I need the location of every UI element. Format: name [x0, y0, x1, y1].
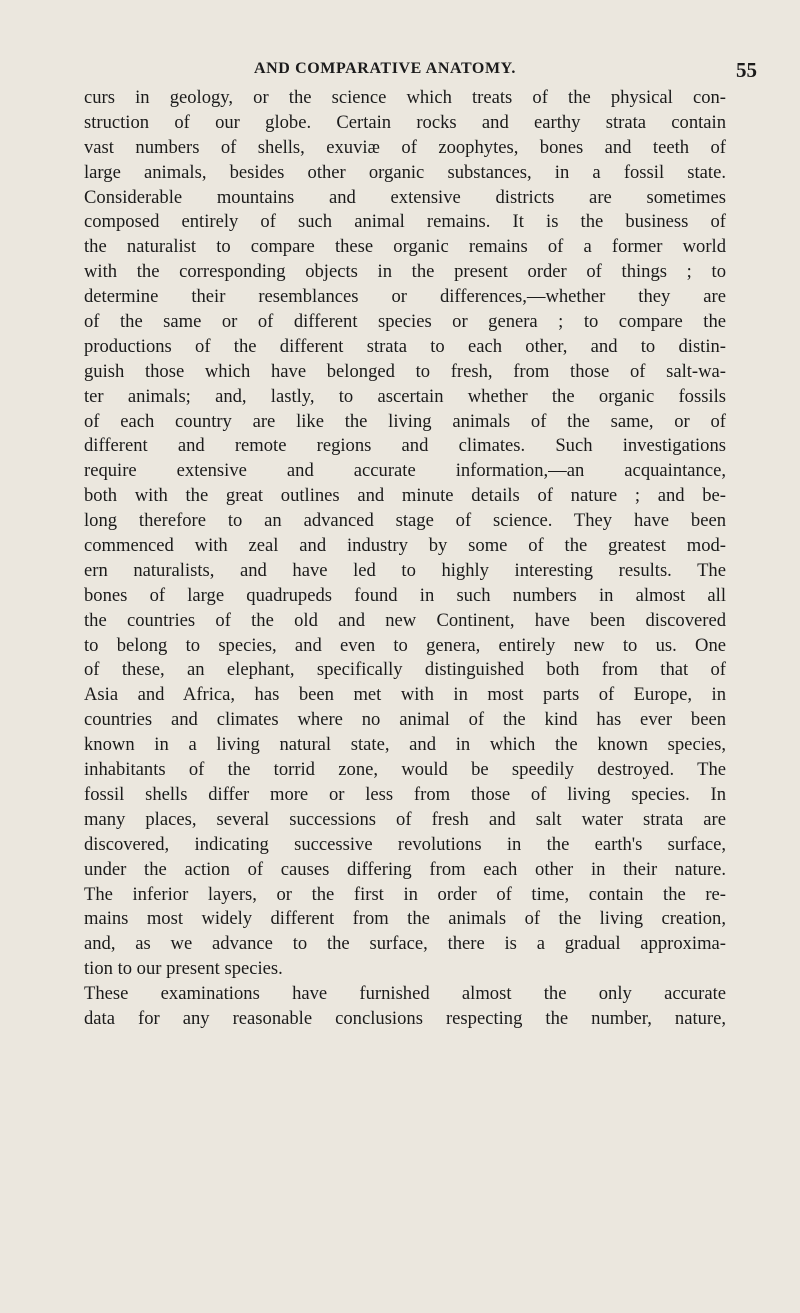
text-line: commenced with zeal and industry by some of the greatest mod- — [84, 535, 726, 557]
text-line: of these, an elephant, specifically distinguished both from that of — [84, 659, 726, 681]
text-line: ter animals; and, lastly, to ascertain whether the organic fossils — [84, 385, 726, 407]
text-line: inhabitants of the torrid zone, would be speedily destroyed. The — [84, 759, 726, 781]
text-line: curs in geology, or the science which treats of the physical con- — [84, 87, 726, 108]
text-line: countries and climates where no animal of the kind has ever been — [84, 709, 726, 731]
text-line: both with the great outlines and minute details of nature ; and be- — [84, 485, 726, 507]
page-number: 55 — [736, 58, 757, 82]
text-line: bones of large quadrupeds found in such numbers in almost all — [84, 584, 726, 606]
text-line: discovered, indicating successive revolutions in the earth's surface, — [84, 833, 726, 855]
body-text — [84, 86, 726, 1032]
text-line: Asia and Africa, has been met with in most parts of Europe, in — [84, 684, 726, 706]
text-line: the countries of the old and new Continent, have been discovered — [84, 609, 726, 631]
text-line: struction of our globe. Certain rocks and earthy strata contain — [84, 111, 726, 133]
text-line: under the action of causes differing from each other in their nature. — [84, 858, 726, 880]
text-line: vast numbers of shells, exuviæ of zoophytes, bones and teeth of — [84, 136, 726, 158]
text-line: productions of the different strata to each other, and to distin- — [84, 335, 726, 357]
text-line: composed entirely of such animal remains. It is the business of — [84, 211, 726, 233]
text-line: require extensive and accurate information,—an acquaintance, — [84, 460, 726, 482]
text-line: of each country are like the living animals of the same, or of — [84, 410, 726, 432]
text-line: different and remote regions and climates. Such investigations — [84, 435, 726, 457]
text-line: fossil shells differ more or less from those of living species. In — [84, 783, 726, 805]
text-line: of the same or of different species or genera ; to compare the — [84, 311, 726, 333]
text-line: The inferior layers, or the first in order of time, contain the re- — [84, 883, 726, 905]
text-line: the naturalist to compare these organic remains of a former world — [84, 236, 726, 258]
text-line: long therefore to an advanced stage of science. They have been — [84, 510, 726, 532]
text-line: with the corresponding objects in the present order of things ; to — [84, 261, 726, 283]
text-line: ern naturalists, and have led to highly interesting results. The — [84, 559, 726, 581]
text-line: guish those which have belonged to fresh, from those of salt-wa- — [84, 360, 726, 382]
text-line: many places, several successions of fresh and salt water strata are — [84, 808, 726, 830]
text-line: data for any reasonable conclusions respecting the number, nature, — [84, 1007, 726, 1029]
text-line: tion to our present species. — [84, 958, 283, 980]
text-line: Considerable mountains and extensive districts are sometimes — [84, 186, 726, 208]
text-line: to belong to species, and even to genera, entirely new to us. One — [84, 634, 726, 656]
text-line: mains most widely different from the animals of the living creation, — [84, 908, 726, 930]
text-line: determine their resemblances or differences,—whether they are — [84, 286, 726, 308]
text-line: These examinations have furnished almost the only accurate — [84, 983, 726, 1005]
running-head: AND COMPARATIVE ANATOMY. — [254, 60, 516, 77]
text-line: known in a living natural state, and in which the known species, — [84, 734, 726, 756]
text-line: large animals, besides other organic substances, in a fossil state. — [84, 161, 726, 183]
text-line: and, as we advance to the surface, there is a gradual approxima- — [84, 933, 726, 955]
